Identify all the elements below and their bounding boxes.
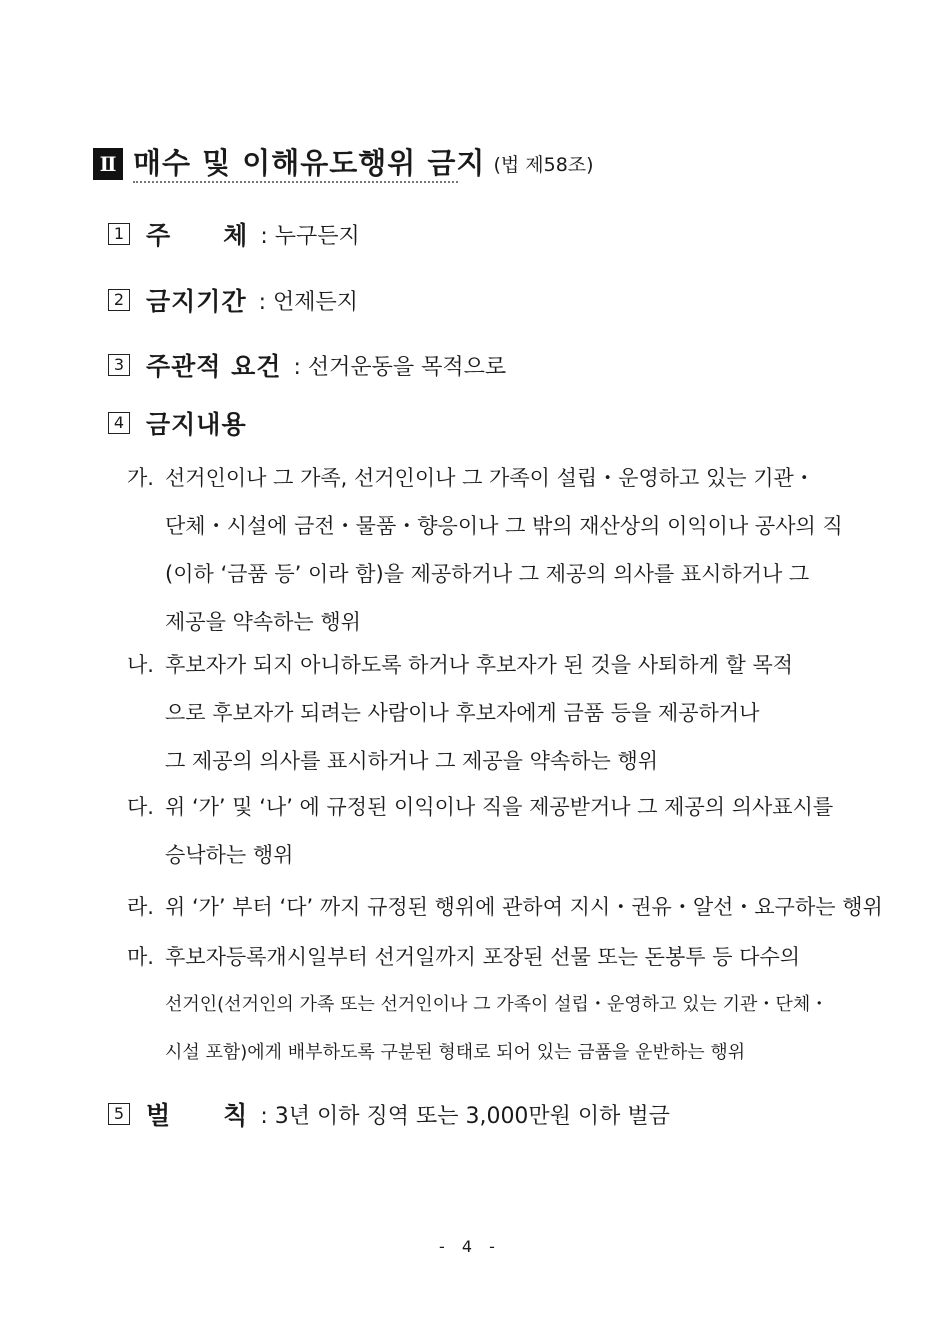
item-prohibited-acts (108, 405, 259, 441)
item-label: 주 체 (146, 221, 249, 250)
item-subject (108, 216, 360, 252)
item-label: 금지기간 (146, 287, 247, 316)
item-number-box: 5 (108, 1103, 130, 1125)
subitem-text-line: (이하 ‘금품 등’ 이라 함)을 제공하거나 그 제공의 의사를 표시하거나 그 (165, 562, 810, 586)
subitem-text-line: 제공을 약속하는 행위 (165, 610, 361, 634)
item-value: : 언제든지 (258, 289, 359, 315)
item-prohibition-period (108, 282, 358, 318)
section-numeral-badge: Ⅱ (93, 148, 123, 180)
item-label: 금지내용 (146, 410, 247, 439)
subitem-text-line: 후보자등록개시일부터 선거일까지 포장된 선물 또는 돈봉투 등 다수의 (165, 945, 801, 969)
item-label: 주관적 요건 (146, 352, 282, 381)
item-value: : 선거운동을 목적으로 (293, 354, 507, 380)
subitem-na (127, 641, 847, 785)
subitem-marker: 나. (127, 653, 154, 677)
subitem-marker: 라. (127, 895, 154, 919)
subitem-text-line: 단체・시설에 금전・물품・향응이나 그 밖의 재산상의 이익이나 공사의 직 (165, 514, 843, 538)
item-penalty (108, 1096, 670, 1132)
subitem-marker: 마. (127, 945, 154, 969)
section-law-reference: (법 제58조) (493, 154, 594, 176)
item-number-box: 1 (108, 223, 130, 245)
subitem-da (127, 783, 847, 879)
subitem-text-line: 위 ‘가’ 및 ‘나’ 에 규정된 이익이나 직을 제공받거나 그 제공의 의사표시를 (165, 795, 834, 819)
subitem-text-line: 선거인(선거인의 가족 또는 선거인이나 그 가족이 설립・운영하고 있는 기관・단체・ (165, 994, 829, 1015)
item-value: : 3년 이하 징역 또는 3,000만원 이하 벌금 (260, 1103, 670, 1129)
page-number: - 4 - (439, 1237, 501, 1256)
subitem-text-line: 승낙하는 행위 (165, 843, 294, 867)
subitem-marker: 다. (127, 795, 154, 819)
item-subjective-requirement (108, 347, 506, 383)
subitem-text-line: 선거인이나 그 가족, 선거인이나 그 가족이 설립・운영하고 있는 기관・ (165, 466, 815, 490)
subitem-ga (127, 454, 847, 646)
item-number-box: 4 (108, 412, 130, 434)
heading-underline (133, 181, 458, 183)
item-label: 벌 칙 (146, 1101, 249, 1130)
subitem-marker: 가. (127, 466, 154, 490)
subitem-ma (127, 933, 847, 1077)
subitem-text-line: 후보자가 되지 아니하도록 하거나 후보자가 된 것을 사퇴하게 할 목적 (165, 653, 794, 677)
section-title: 매수 및 이해유도행위 금지 (133, 146, 486, 180)
item-value: : 누구든지 (260, 223, 360, 249)
subitem-text-line: 그 제공의 의사를 표시하거나 그 제공을 약속하는 행위 (165, 749, 659, 773)
subitem-text-line: 위 ‘가’ 부터 ‘다’ 까지 규정된 행위에 관하여 지시・권유・알선・요구하는 행위 (165, 895, 883, 919)
item-number-box: 2 (108, 289, 130, 311)
item-number-box: 3 (108, 354, 130, 376)
subitem-text-line: 시설 포함)에게 배부하도록 구분된 형태로 되어 있는 금품을 운반하는 행위 (165, 1042, 746, 1063)
subitem-text-line: 으로 후보자가 되려는 사람이나 후보자에게 금품 등을 제공하거나 (165, 701, 760, 725)
section-heading (93, 138, 594, 180)
subitem-ra (127, 883, 883, 931)
